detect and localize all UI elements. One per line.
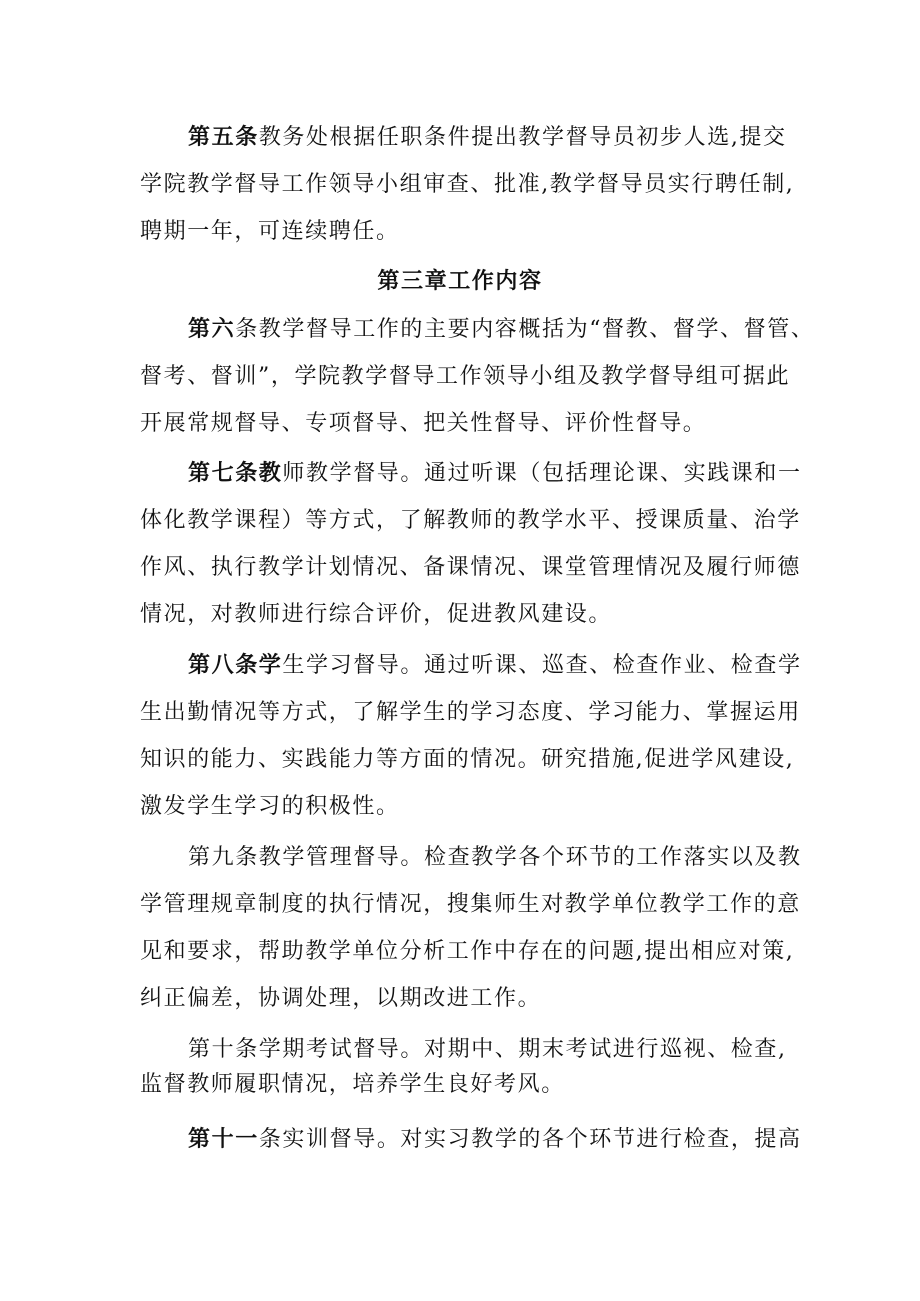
article-6-line-1: 第六条教学督导工作的主要内容概括为“督教、督学、督管、	[188, 316, 815, 342]
article-7-label: 第七条教	[188, 460, 283, 486]
article-9-line-2: 学管理规章制度的执行情况，搜集师生对教学单位教学工作的意	[140, 892, 801, 917]
article-11-label: 第十一	[188, 1126, 259, 1152]
article-10-line-2: 监督教师履职情况，培养学生良好考风。	[140, 1072, 565, 1097]
article-5-line-3: 聘期一年，可连续聘任。	[140, 219, 400, 244]
article-6-line-2: 督考、督训”，学院教学督导工作领导小组及教学督导组可据此	[140, 364, 791, 389]
article-9-line-4: 纠正偏差，协调处理，以期改进工作。	[140, 986, 542, 1011]
article-7-line-3: 作风、执行教学计划情况、备课情况、课堂管理情况及履行师德	[140, 555, 801, 580]
article-5-line-1: 第五条教务处根据任职条件提出教学督导员初步人选,提交	[188, 124, 787, 150]
article-5	[140, 114, 800, 255]
article-10-line-1: 第十条学期考试督导。对期中、期末考试进行巡视、检查,	[188, 1037, 787, 1062]
article-11	[140, 1116, 800, 1163]
article-10	[140, 1032, 800, 1102]
article-7	[140, 450, 800, 638]
article-7-line-1: 第七条教师教学督导。通过听课（包括理论课、实践课和一	[188, 460, 802, 486]
article-9	[140, 834, 800, 1022]
article-8-line-1: 第八条学生学习督导。通过听课、巡查、检查作业、检查学	[188, 652, 802, 678]
article-5-line-2: 学院教学督导工作领导小组审查、批准,教学督导员实行聘任制,	[140, 172, 795, 197]
article-7-line-4: 情况，对教师进行综合评价，促进教风建设。	[140, 602, 613, 627]
article-9-line-1: 第九条教学管理督导。检查教学各个环节的工作落实以及教	[188, 845, 802, 870]
article-11-line-1: 第十一条实训督导。对实习教学的各个环节进行检查，提高	[188, 1126, 802, 1152]
article-8	[140, 642, 800, 830]
article-8-line-2: 生出勤情况等方式，了解学生的学习态度、学习能力、掌握运用	[140, 700, 801, 725]
article-9-line-3: 见和要求，帮助教学单位分析工作中存在的问题,提出相应对策,	[140, 939, 795, 964]
article-6-line-3: 开展常规督导、专项督导、把关性督导、评价性督导。	[140, 411, 707, 436]
article-8-label: 第八条学	[188, 652, 283, 678]
article-8-line-3: 知识的能力、实践能力等方面的情况。研究措施,促进学风建设,	[140, 747, 795, 772]
article-6	[140, 306, 815, 447]
article-7-line-2: 体化教学课程）等方式，了解教师的教学水平、授课质量、治学	[140, 508, 801, 533]
article-6-label: 第六	[188, 316, 236, 342]
article-5-label: 第五条	[188, 124, 259, 150]
chapter-3-heading: 第三章工作内容	[377, 268, 543, 294]
article-8-line-4: 激发学生学习的积极性。	[140, 794, 400, 819]
